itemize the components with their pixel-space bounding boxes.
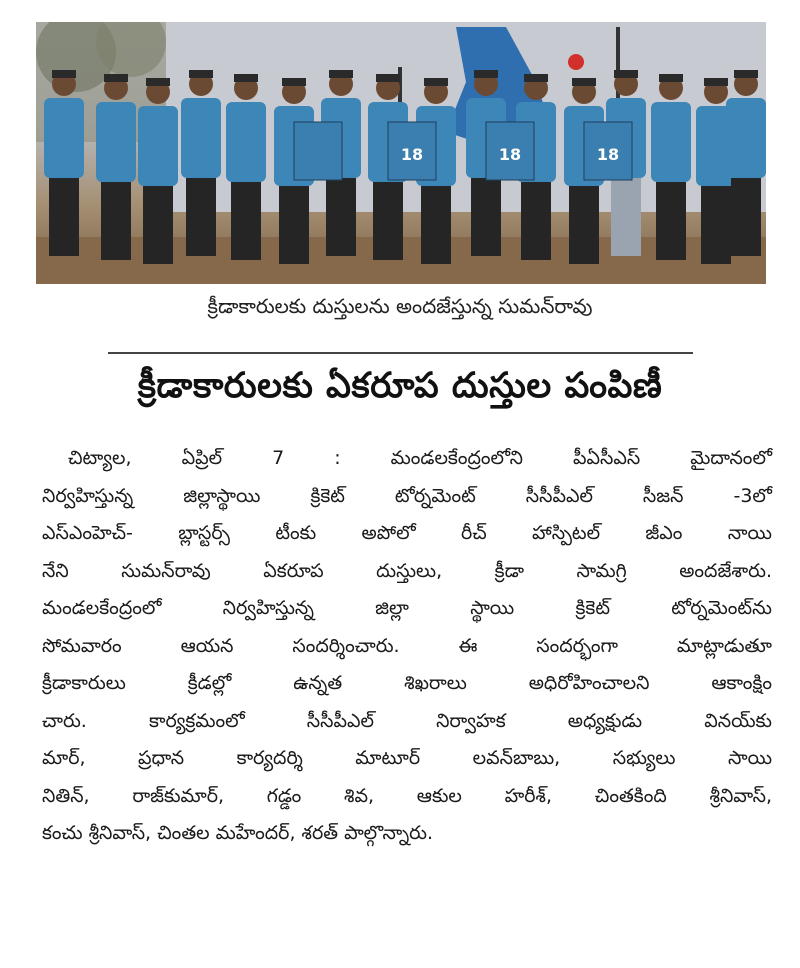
jersey-number: 18 <box>400 145 424 164</box>
body-line: చారు. కార్యక్రమంలో సీసీపీఎల్ నిర్వాహక అధ్యక్షుడు వినయ్‌కు <box>42 709 772 732</box>
divider-rule <box>108 352 693 354</box>
body-line: సోమవారం ఆయన సందర్శించారు. ఈ సందర్భంగా మాట్లాడుతూ <box>42 634 772 657</box>
body-line: నిర్వహిస్తున్న జిల్లాస్థాయి క్రికెట్ టోర్నమెంట్ సీసీపీఎల్ సీజన్ -3లో <box>42 484 772 507</box>
body-line: చిట్యాల, ఏప్రిల్ 7 : మండలకేంద్రంలోని పీఏసీఎస్ మైదానంలో <box>68 447 772 469</box>
body-line: నితిన్, రాజ్‌కుమార్, గడ్డం శివ, ఆకుల హరీశ్, చింతకింది శ్రీనివాస్, <box>42 784 772 807</box>
jersey-number: 18 <box>498 145 522 164</box>
body-line: మార్, ప్రధాన కార్యదర్శి మాటూర్ లవన్‌బాబు, సభ్యులు సాయి <box>42 747 772 769</box>
body-line: క్రీడాకారులు క్రీడల్లో ఉన్నత శిఖరాలు అధిరోహించాలని ఆకాంక్షిం <box>42 672 772 694</box>
group-photo-illustration <box>36 22 766 284</box>
held-jersey <box>294 122 342 180</box>
photo-caption: క్రీడాకారులకు దుస్తులను అందజేస్తున్న సుమన్‌రావు <box>207 294 593 318</box>
body-line: నేని సుమన్‌రావు ఏకరూప దుస్తులు, క్రీడా సామగ్రి అందజేశారు. <box>42 559 772 582</box>
jersey-number: 18 <box>596 145 620 164</box>
body-line: ఎస్ఎంహెచ్- బ్లాస్టర్స్ టీంకు అపోలో రీచ్ హాస్పిటల్ జీఎం నాయి <box>42 522 772 544</box>
article-headline: క్రీడాకారులకు ఏకరూప దుస్తుల పంపిణీ <box>137 366 663 406</box>
body-line: కంచు శ్రీనివాస్, చింతల మహేందర్, శరత్ పాల్గొన్నారు. <box>42 822 434 844</box>
group-photo <box>36 22 766 284</box>
body-line: మండలకేంద్రంలో నిర్వహిస్తున్న జిల్లా స్థాయి క్రికెట్ టోర్నమెంట్‌ను <box>42 597 772 619</box>
article-body <box>42 440 772 853</box>
